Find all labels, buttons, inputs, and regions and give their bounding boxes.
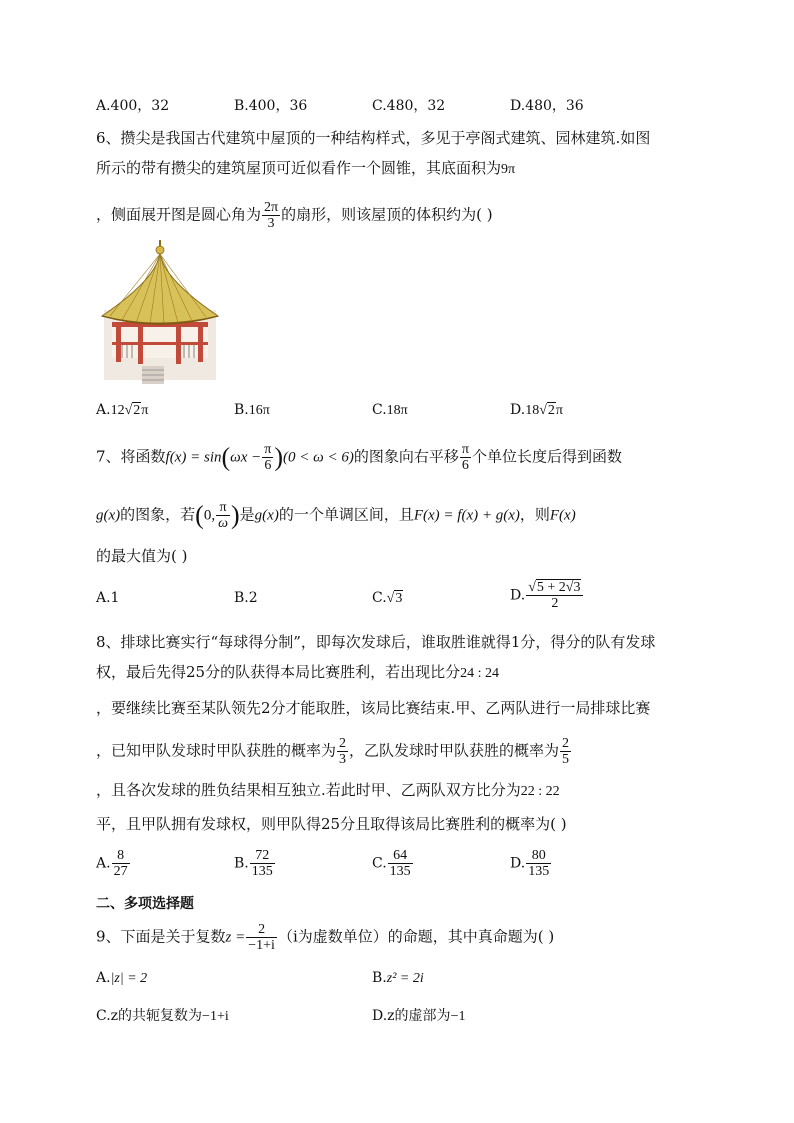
q7-option-c: C.√3 — [372, 590, 403, 606]
q8-stem-line3: ，要继续比赛至某队领先2分才能取胜，该局比赛结束.甲、乙两队进行一局排球比赛 — [96, 699, 651, 717]
q9-option-a: A.|z| = 2 — [96, 970, 148, 986]
q9-option-d: D.z的虚部为−1 — [372, 1008, 466, 1024]
q8-option-d: D. $\frac{80}{135}$ — [510, 848, 550, 879]
q7-stem-line3: 的最大值为( ) — [96, 547, 188, 565]
q8-stem-line1: 8、排球比赛实行“每球得分制”，即每次发球后，谁取胜谁就得1分，得分的队有发球 — [96, 633, 656, 651]
q9-stem: 9、下面是关于复数z = $\frac{2}{-1+i}$ （i为虚数单位）的命题，其中真命题为( ) — [96, 922, 555, 953]
q5-option-b: B.400，36 — [234, 98, 308, 114]
q6-option-c: C.18π — [372, 402, 408, 418]
q5-option-a: A.400，32 — [96, 98, 170, 114]
q5-option-c: C.480，32 — [372, 98, 446, 114]
q8-stem-line6: 平，且甲队拥有发球权，则甲队得25分且取得该局比赛胜利的概率为( ) — [96, 815, 567, 833]
q6-option-a: A.12√2π — [96, 402, 149, 418]
q7-stem-line1: 7、将函数f(x) = sin(ωx − $\frac{\pi}{6}$ )(0 < ω < 6)的图象向右平移 $\frac{\pi}{6}$ 个单位长度后得到函数 — [96, 442, 622, 473]
q6-stem-line2: 所示的带有攒尖的建筑屋顶可近似看作一个圆锥，其底面积为9π — [96, 159, 516, 177]
q6-angle-fraction: $\frac{2\pi}{3}$ — [264, 200, 279, 231]
q8-stem-line5: ，且各次发球的胜负结果相互独立.若此时甲、乙两队双方比分为22 : 22 — [96, 781, 560, 799]
q8-option-a: A. $\frac{8}{27}$ — [96, 848, 128, 879]
q9-option-b: B.z² = 2i — [372, 970, 424, 986]
q7-stem-line2: g(x)的图象，若(0, $\frac{\pi}{\omega}$ )是g(x)的一个单调区间，且F(x) = f(x) + g(x)，则F(x) — [96, 500, 576, 531]
q6-option-b: B.16π — [234, 402, 270, 418]
q6-option-d: D.18√2π — [510, 402, 563, 418]
q7-option-d: D. $\frac{√5 + 2√3}{2}$ — [510, 580, 584, 611]
q8-stem-line2: 权，最后先得25分的队获得本局比赛胜利，若出现比分24 : 24 — [96, 663, 499, 681]
q5-option-d: D.480，36 — [510, 98, 584, 114]
q8-stem-line4: ，已知甲队发球时甲队获胜的概率为 $\frac{2}{3}$ ，乙队发球时甲队获胜的概率为 $\frac{2}{5}$ — [96, 736, 570, 767]
q9-option-c: C.z的共轭复数为−1+i — [96, 1008, 229, 1024]
q8-option-b: B. $\frac{72}{135}$ — [234, 848, 273, 879]
pavilion-illustration — [98, 238, 222, 388]
q7-option-b: B.2 — [234, 590, 258, 606]
q7-option-a: A.1 — [96, 590, 120, 606]
q6-stem-line3: ，侧面展开图是圆心角为 $\frac{2\pi}{3}$ 的扇形，则该屋顶的体积约为( ) — [96, 200, 493, 231]
section-title-multiple-choice: 二、多项选择题 — [96, 896, 194, 912]
q6-stem-line1: 6、攒尖是我国古代建筑中屋顶的一种结构样式，多见于亭阁式建筑、园林建筑.如图 — [96, 129, 651, 147]
q8-option-c: C. $\frac{64}{135}$ — [372, 848, 411, 879]
